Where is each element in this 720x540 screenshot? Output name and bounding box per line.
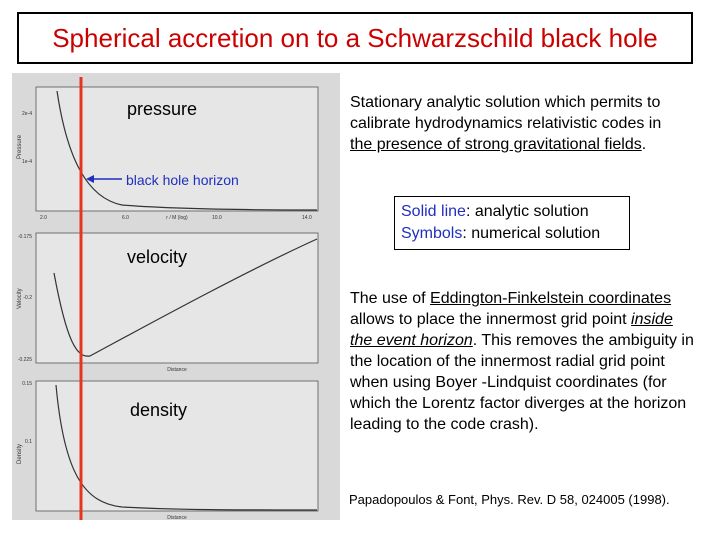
density-label: density <box>130 400 188 420</box>
legend-symbols-text: : numerical solution <box>462 225 601 242</box>
x-tick-label: 2.0 <box>40 215 47 221</box>
coord-ef-link: Eddington-Finkelstein coordinates <box>430 290 672 307</box>
legend-box <box>394 196 630 250</box>
coord-horizon-emphasis: inside the event horizon <box>350 311 673 349</box>
velocity-xlabel: Distance <box>167 367 187 373</box>
legend-symbols-key: Symbols <box>401 225 463 242</box>
pressure-ylabel: Pressure <box>17 134 23 159</box>
figure-plots <box>12 73 340 520</box>
pressure-ytick: 1e-4 <box>21 159 32 165</box>
pressure-label: pressure <box>127 99 198 119</box>
title-box <box>17 12 693 64</box>
horizon-label: black hole horizon <box>126 172 239 188</box>
velocity-ytick: -0.225 <box>17 357 32 363</box>
x-tick-label: 10.0 <box>212 215 222 221</box>
description-line: calibrate hydrodynamics relativistic codes in <box>350 115 662 132</box>
description-line <box>350 134 710 155</box>
description-punct: . <box>641 136 647 153</box>
pressure-xlabel: r / M (log) <box>166 215 188 221</box>
x-tick-label: 6.0 <box>122 215 129 221</box>
density-xlabel: Distance <box>167 515 187 520</box>
slide-title: Spherical accretion on to a Schwarzschild black hole <box>52 22 658 53</box>
velocity-ylabel: Velocity <box>17 288 23 309</box>
density-ylabel: Density <box>17 443 23 464</box>
description-line: Stationary analytic solution which permits to <box>350 94 661 111</box>
coord-text: The use of <box>350 290 431 307</box>
legend-symbols-row <box>401 223 629 245</box>
x-tick-label: 14.0 <box>302 215 312 221</box>
velocity-ytick: -0.175 <box>17 234 32 240</box>
description-text <box>350 92 710 155</box>
density-ytick: 0.1 <box>25 439 32 445</box>
coord-text: allows to place the innermost grid point <box>350 311 632 328</box>
simulation-figure <box>12 73 340 520</box>
coord-text: . This removes the ambiguity in the location of the innermost radial grid point when using Boyer -Lindquist coordinates (for which the Lorentz factor diverges at the horizon leading to the code crash). <box>350 332 694 433</box>
coordinates-paragraph <box>350 288 695 435</box>
velocity-ytick: -0.2 <box>23 295 32 301</box>
density-ytick: 0.15 <box>22 381 32 387</box>
pressure-ytick: 2e-4 <box>21 111 32 117</box>
velocity-label: velocity <box>127 247 188 267</box>
citation: Papadopoulos & Font, Phys. Rev. D 58, 024005 (1998). <box>349 492 670 507</box>
description-highlight: the presence of strong gravitational fields <box>350 136 642 153</box>
legend-solid-key: Solid line <box>401 203 466 220</box>
legend-solid-text: : analytic solution <box>465 203 589 220</box>
legend-solid-row <box>401 201 629 223</box>
